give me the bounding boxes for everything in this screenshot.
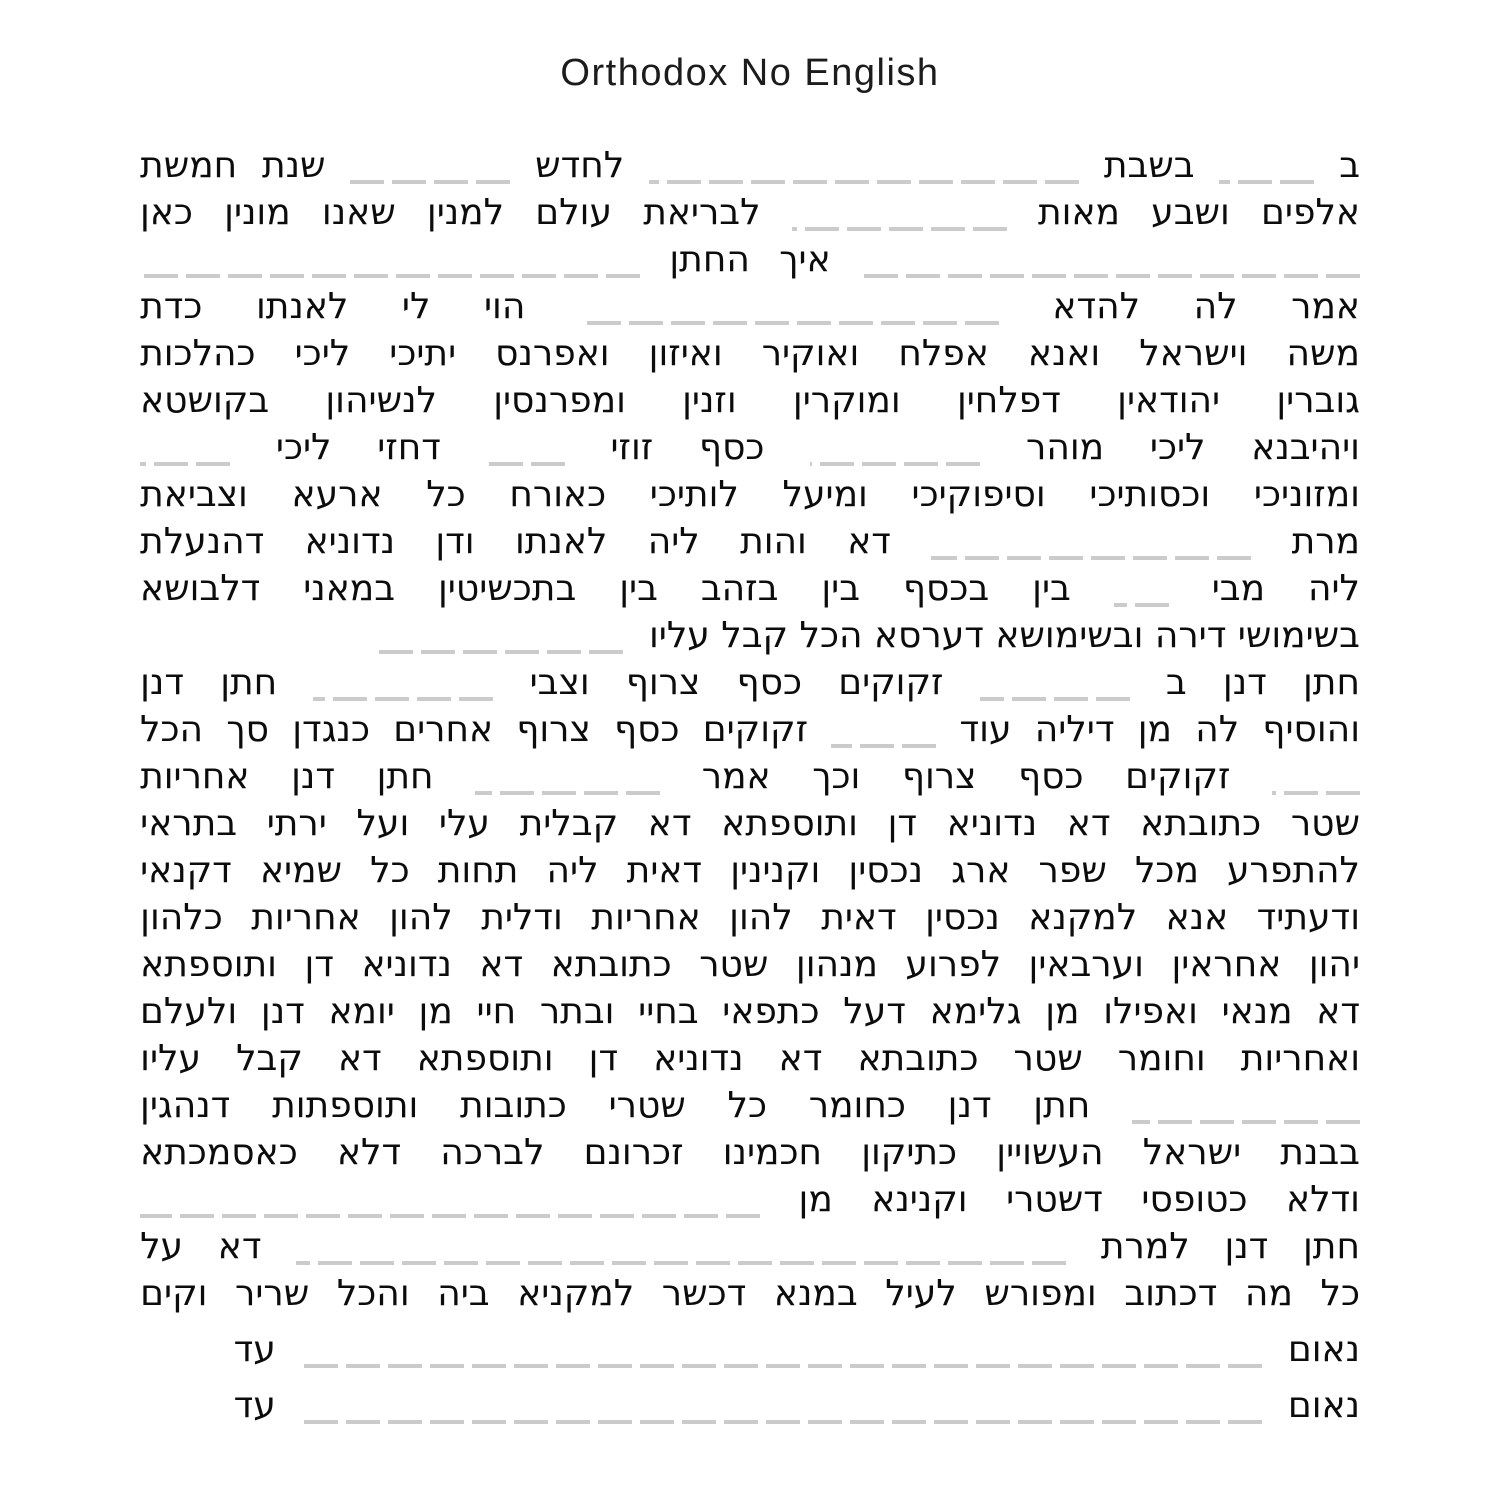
hebrew-word: איך xyxy=(779,239,831,280)
fill-in-blank xyxy=(1132,1120,1360,1124)
hebrew-word: ומפרנסין xyxy=(493,380,626,421)
hebrew-word: וקנינא xyxy=(871,1179,968,1220)
hebrew-word: כלהון xyxy=(140,897,223,938)
hebrew-word: צרוף xyxy=(516,709,591,750)
hebrew-word: וקים xyxy=(140,1273,208,1314)
hebrew-word: עד xyxy=(233,1385,276,1426)
hebrew-word: כסף xyxy=(1018,756,1084,797)
hebrew-word: עולם xyxy=(535,192,612,233)
text-line-24 xyxy=(140,1226,1360,1273)
text-line-5 xyxy=(140,333,1360,380)
text-line-6 xyxy=(140,380,1360,427)
hebrew-word: ירתי xyxy=(266,803,327,844)
hebrew-word: דנן xyxy=(140,662,184,703)
hebrew-word: אחריות xyxy=(251,897,361,938)
hebrew-word: קבלית xyxy=(519,803,619,844)
hebrew-word: סך xyxy=(226,709,270,750)
hebrew-word: כסף xyxy=(736,662,802,703)
hebrew-word: ודלא xyxy=(1286,1179,1360,1220)
text-line-17 xyxy=(140,897,1360,944)
text-line-1 xyxy=(140,145,1360,192)
hebrew-word: צרוף xyxy=(901,756,977,797)
hebrew-word: בתכשיטין xyxy=(437,568,577,609)
hebrew-word: נדוניא xyxy=(653,1038,744,1079)
hebrew-word: וצבי xyxy=(529,662,590,703)
hebrew-word: ליכי xyxy=(275,427,332,468)
hebrew-word: זקוקים xyxy=(1125,756,1231,797)
hebrew-word: דא xyxy=(647,803,692,844)
hebrew-word: ומזוניכי xyxy=(1253,474,1360,515)
hebrew-word: מן xyxy=(418,991,453,1032)
hebrew-word: כהלכות xyxy=(140,333,256,374)
text-line-25 xyxy=(140,1273,1360,1320)
text-line-23 xyxy=(140,1179,1360,1226)
hebrew-word: שנת xyxy=(261,145,326,186)
hebrew-word: אחראין xyxy=(1171,944,1282,985)
hebrew-word: ותוספתא xyxy=(416,1038,554,1079)
hebrew-word: קבל xyxy=(236,1038,303,1079)
hebrew-word: דנן xyxy=(947,1085,992,1126)
hebrew-word: בין xyxy=(1032,568,1071,609)
hebrew-word: בין xyxy=(821,568,861,609)
hebrew-word: נכסין xyxy=(848,850,924,891)
hebrew-word: עליו xyxy=(140,1038,201,1079)
hebrew-word: דחזי xyxy=(377,427,441,468)
fill-in-blank xyxy=(313,697,493,701)
hebrew-word: החתן xyxy=(669,239,750,280)
fill-in-blank xyxy=(475,791,660,795)
hebrew-word: ומפורש xyxy=(984,1273,1097,1314)
hebrew-word: דן xyxy=(304,944,334,985)
fill-in-blank xyxy=(649,180,1079,184)
hebrew-word: מכל xyxy=(1134,850,1199,891)
hebrew-word: זכרונם xyxy=(583,1132,684,1173)
hebrew-word: יהון xyxy=(1308,944,1360,985)
hebrew-word: נאום xyxy=(1287,1385,1360,1426)
hebrew-word: ליכי xyxy=(294,333,351,374)
fill-in-blank xyxy=(579,321,999,325)
hebrew-word: ועל xyxy=(356,803,410,844)
hebrew-word: והכל xyxy=(336,1273,410,1314)
hebrew-word: בשבת xyxy=(1103,145,1195,186)
hebrew-word: להון xyxy=(729,897,793,938)
hebrew-word: חתן xyxy=(220,662,278,703)
hebrew-word: מרת xyxy=(1291,521,1360,562)
hebrew-word: ויהיבנא xyxy=(1251,427,1360,468)
hebrew-word: ליה xyxy=(647,521,700,562)
hebrew-word: וכסותיכי xyxy=(1089,474,1211,515)
hebrew-word: וזנין xyxy=(682,380,737,421)
fill-in-blank xyxy=(980,697,1130,701)
hebrew-word: והוסיף xyxy=(1262,709,1360,750)
hebrew-word: דנן xyxy=(291,756,335,797)
hebrew-word: דן xyxy=(887,803,918,844)
hebrew-word: חתן xyxy=(1303,1226,1360,1267)
hebrew-word: כסף xyxy=(614,709,680,750)
hebrew-word: שמיא xyxy=(259,850,343,891)
hebrew-word: דקנאי xyxy=(140,850,232,891)
hebrew-word: דנן xyxy=(1224,1226,1269,1267)
hebrew-word: בכסף xyxy=(902,568,990,609)
hebrew-word: כתובות xyxy=(460,1085,567,1126)
hebrew-word: ודן xyxy=(435,521,475,562)
hebrew-word: נדוניא xyxy=(361,944,452,985)
hebrew-word: כאורח xyxy=(509,474,607,515)
hebrew-word: מן xyxy=(1045,991,1080,1032)
hebrew-word: כתיקון xyxy=(861,1132,958,1173)
hebrew-word: מאות xyxy=(1037,192,1120,233)
hebrew-word: ארג xyxy=(951,850,1011,891)
fill-in-blank xyxy=(302,1364,1262,1368)
hebrew-word: כטופסי xyxy=(1141,1179,1248,1220)
text-line-7 xyxy=(140,427,1360,474)
hebrew-word: לעיל xyxy=(885,1273,957,1314)
text-line-10 xyxy=(140,568,1360,615)
hebrew-word: מן xyxy=(1137,709,1172,750)
text-line-15 xyxy=(140,803,1360,850)
fill-in-blank xyxy=(302,1420,1262,1424)
hebrew-word: דא xyxy=(479,944,524,985)
hebrew-word: להון xyxy=(389,897,453,938)
hebrew-word: צרוף xyxy=(625,662,701,703)
page-title: Orthodox No English xyxy=(560,52,940,94)
hebrew-word: דכשר xyxy=(661,1273,747,1314)
hebrew-word: חמשת xyxy=(140,145,238,186)
hebrew-word: מה xyxy=(1244,1273,1293,1314)
hebrew-word: ואיזון xyxy=(648,333,723,374)
text-line-12 xyxy=(140,662,1360,709)
hebrew-word: וכך xyxy=(812,756,861,797)
fill-in-blank xyxy=(140,462,230,466)
hebrew-word: במאני xyxy=(303,568,396,609)
hebrew-word: מן xyxy=(798,1179,833,1220)
hebrew-word: חתן xyxy=(1303,662,1360,703)
hebrew-word: ותוספתות xyxy=(272,1085,419,1126)
hebrew-word: וקנינין xyxy=(730,850,821,891)
hebrew-word: על xyxy=(140,1226,184,1267)
hebrew-word: ישראל xyxy=(1142,1132,1242,1173)
text-line-16 xyxy=(140,850,1360,897)
hebrew-word: משה xyxy=(1286,333,1360,374)
hebrew-word: דכתוב xyxy=(1124,1273,1218,1314)
fill-in-blank xyxy=(810,462,980,466)
hebrew-word: כל xyxy=(370,850,410,891)
hebrew-word: מנאי xyxy=(1221,991,1293,1032)
text-line-11 xyxy=(140,615,1360,662)
hebrew-word: מבי xyxy=(1211,568,1266,609)
hebrew-word: כתפאי xyxy=(722,991,820,1032)
hebrew-word: אמר xyxy=(1291,286,1360,327)
hebrew-word: ליה xyxy=(546,850,599,891)
hebrew-word: לחדש xyxy=(535,145,625,186)
signature-line xyxy=(140,1385,1360,1432)
hebrew-word: ודלית xyxy=(481,897,563,938)
hebrew-word: וישראל xyxy=(1139,333,1248,374)
fill-in-blank xyxy=(487,462,565,466)
hebrew-word: תחות xyxy=(437,850,519,891)
hebrew-word: ותוספתא xyxy=(721,803,858,844)
fill-in-blank xyxy=(1114,603,1169,607)
hebrew-word: שאנו xyxy=(321,192,396,233)
text-line-18 xyxy=(140,944,1360,991)
hebrew-word: אמר xyxy=(701,756,771,797)
hebrew-word: כחומר xyxy=(808,1085,906,1126)
hebrew-word: ואחריות xyxy=(1240,1038,1360,1079)
hebrew-word: לותיכי xyxy=(649,474,739,515)
hebrew-word: דא xyxy=(1066,803,1111,844)
hebrew-word: זוזי xyxy=(610,427,654,468)
hebrew-word: אחריות xyxy=(591,897,701,938)
hebrew-word: לאנתו xyxy=(255,286,349,327)
hebrew-word: דלבושא xyxy=(140,568,261,609)
hebrew-word: חיי xyxy=(476,991,517,1032)
hebrew-word: בחיי xyxy=(638,991,699,1032)
hebrew-word: לה xyxy=(1193,286,1238,327)
hebrew-word: העשויין xyxy=(996,1132,1104,1173)
hebrew-word: ואפרנס xyxy=(495,333,610,374)
hebrew-word: חתן xyxy=(376,756,434,797)
hebrew-word: דנן xyxy=(1222,662,1267,703)
hebrew-word: ואוקיר xyxy=(761,333,860,374)
hebrew-word: דלא xyxy=(336,1132,402,1173)
text-line-13 xyxy=(140,709,1360,756)
hebrew-word: וצביאת xyxy=(140,474,248,515)
hebrew-word: שטר xyxy=(699,944,769,985)
hebrew-word: גלימא xyxy=(929,991,1022,1032)
hebrew-word: דא xyxy=(217,1226,262,1267)
hebrew-word: בתראי xyxy=(140,803,238,844)
hebrew-word: כל xyxy=(727,1085,768,1126)
hebrew-word: דאית xyxy=(626,850,703,891)
hebrew-word: ומיעל xyxy=(782,474,868,515)
hebrew-word: אחרים xyxy=(393,709,494,750)
hebrew-word: ליכי xyxy=(1149,427,1206,468)
hebrew-word: ומוקרין xyxy=(792,380,901,421)
hebrew-word: ואפילו xyxy=(1103,991,1198,1032)
hebrew-word: נדוניא xyxy=(304,521,396,562)
hebrew-word: כדת xyxy=(140,286,203,327)
fill-in-blank xyxy=(1272,791,1360,795)
hebrew-word: אנא xyxy=(1165,897,1229,938)
hebrew-word: נדוניא xyxy=(946,803,1038,844)
hebrew-word: דא xyxy=(1316,991,1360,1032)
hebrew-word: דאית xyxy=(821,897,897,938)
hebrew-word: כסף xyxy=(699,427,765,468)
text-line-14 xyxy=(140,756,1360,803)
hebrew-word: לי xyxy=(401,286,431,327)
hebrew-word: שפר xyxy=(1038,850,1107,891)
fill-in-blank xyxy=(140,1214,760,1218)
hebrew-word: ואנא xyxy=(1027,333,1101,374)
hebrew-word: ב xyxy=(1339,145,1360,186)
hebrew-word: לברכה xyxy=(440,1132,545,1173)
fill-in-blank xyxy=(931,556,1251,560)
hebrew-word: לפרוע xyxy=(905,944,1002,985)
hebrew-word: אחריות xyxy=(140,756,250,797)
text-line-21 xyxy=(140,1085,1360,1132)
text-line-4 xyxy=(140,286,1360,333)
hebrew-word: שטרי xyxy=(608,1085,686,1126)
hebrew-word: לאנתו xyxy=(514,521,608,562)
hebrew-word: ותוספתא xyxy=(140,944,277,985)
hebrew-word: שטר xyxy=(1290,803,1360,844)
hebrew-word: יהודאין xyxy=(1117,380,1221,421)
hebrew-word: להתפרע xyxy=(1227,850,1360,891)
fill-in-blank xyxy=(350,180,510,184)
hebrew-word: ארעא xyxy=(291,474,383,515)
hebrew-word: מנהון xyxy=(795,944,878,985)
hebrew-word: ולעלם xyxy=(140,991,238,1032)
text-line-22 xyxy=(140,1132,1360,1179)
fill-in-blank xyxy=(860,274,1360,278)
hebrew-word: ודעתיד xyxy=(1256,897,1360,938)
hebrew-word: יתיכי xyxy=(389,333,457,374)
hebrew-word: בבנת xyxy=(1280,1132,1360,1173)
hebrew-word: דנן xyxy=(260,991,305,1032)
text-line-20 xyxy=(140,1038,1360,1085)
hebrew-word: זקוקים xyxy=(702,709,809,750)
fill-in-blank xyxy=(140,274,640,278)
fill-in-blank xyxy=(373,650,623,654)
hebrew-word: למרת xyxy=(1100,1226,1190,1267)
text-line-3 xyxy=(140,239,1360,286)
hebrew-word: שטר xyxy=(1013,1038,1083,1079)
fill-in-blank xyxy=(1219,180,1314,184)
hebrew-word: בשימושי דירה ובשימושא דערסא הכל קבל עליו xyxy=(648,615,1360,656)
hebrew-word: וחומר xyxy=(1117,1038,1206,1079)
fill-in-blank xyxy=(296,1261,1066,1265)
hebrew-word: לנשיהון xyxy=(325,380,437,421)
hebrew-word: וסיפוקיכי xyxy=(911,474,1046,515)
hebrew-word: הכל xyxy=(140,709,204,750)
text-line-9 xyxy=(140,521,1360,568)
hebrew-word: דנהגין xyxy=(140,1085,231,1126)
hebrew-word: ב xyxy=(1165,662,1187,703)
hebrew-word: כתובתא xyxy=(550,944,672,985)
fill-in-blank xyxy=(792,227,1007,231)
hebrew-word: ליה xyxy=(1307,568,1360,609)
hebrew-word: ובתר xyxy=(539,991,615,1032)
hebrew-word: בקושטא xyxy=(140,380,270,421)
hebrew-word: זקוקים xyxy=(838,662,944,703)
hebrew-word: כתובתא xyxy=(857,1038,979,1079)
hebrew-word: דפלחין xyxy=(956,380,1061,421)
hebrew-word: כנגדן xyxy=(292,709,370,750)
hebrew-word: למנין xyxy=(426,192,505,233)
hebrew-word: אפלח xyxy=(898,333,989,374)
hebrew-word: בין xyxy=(619,568,658,609)
text-line-2 xyxy=(140,192,1360,239)
hebrew-word: דהנעלת xyxy=(140,521,265,562)
hebrew-word: חכמינו xyxy=(722,1132,823,1173)
hebrew-word: דן xyxy=(588,1038,619,1079)
hebrew-word: דעל xyxy=(843,991,906,1032)
hebrew-word: למקנא xyxy=(1028,897,1138,938)
hebrew-word: עלי xyxy=(438,803,490,844)
hebrew-word: דא xyxy=(778,1038,823,1079)
hebrew-word: להדא xyxy=(1052,286,1141,327)
signature-line xyxy=(140,1329,1360,1376)
fill-in-blank xyxy=(831,744,936,748)
hebrew-word: נכסין xyxy=(925,897,1000,938)
hebrew-word: כתובתא xyxy=(1140,803,1262,844)
hebrew-word: שריר xyxy=(235,1273,310,1314)
hebrew-word: למקניא xyxy=(517,1273,635,1314)
text-line-8 xyxy=(140,474,1360,521)
hebrew-word: עוד xyxy=(959,709,1012,750)
hebrew-word: אלפים xyxy=(1261,192,1360,233)
hebrew-word: כל xyxy=(1320,1273,1360,1314)
hebrew-word: בזהב xyxy=(700,568,779,609)
hebrew-word: כאן xyxy=(140,192,193,233)
hebrew-word: ושבע xyxy=(1151,192,1230,233)
hebrew-word: במנא xyxy=(773,1273,858,1314)
hebrew-word: חתן xyxy=(1033,1085,1091,1126)
hebrew-word: מונין xyxy=(224,192,291,233)
hebrew-word: דא xyxy=(337,1038,382,1079)
hebrew-word: דיליה xyxy=(1034,709,1115,750)
text-line-19 xyxy=(140,991,1360,1038)
hebrew-word: והות xyxy=(740,521,807,562)
hebrew-word: מוהר xyxy=(1026,427,1105,468)
hebrew-word: נאום xyxy=(1287,1329,1360,1370)
hebrew-word: גוברין xyxy=(1276,380,1360,421)
ketubah-text xyxy=(140,145,1360,1432)
hebrew-word: לה xyxy=(1195,709,1240,750)
hebrew-word: עד xyxy=(233,1329,276,1370)
hebrew-word: לבריאת xyxy=(643,192,761,233)
hebrew-word: דשטרי xyxy=(1006,1179,1103,1220)
hebrew-word: כאסמכתא xyxy=(140,1132,298,1173)
hebrew-word: הוי xyxy=(483,286,526,327)
hebrew-word: כל xyxy=(426,474,466,515)
hebrew-word: דא xyxy=(847,521,891,562)
hebrew-word: יומא xyxy=(328,991,395,1032)
hebrew-word: וערבאין xyxy=(1028,944,1144,985)
hebrew-word: ביה xyxy=(437,1273,490,1314)
